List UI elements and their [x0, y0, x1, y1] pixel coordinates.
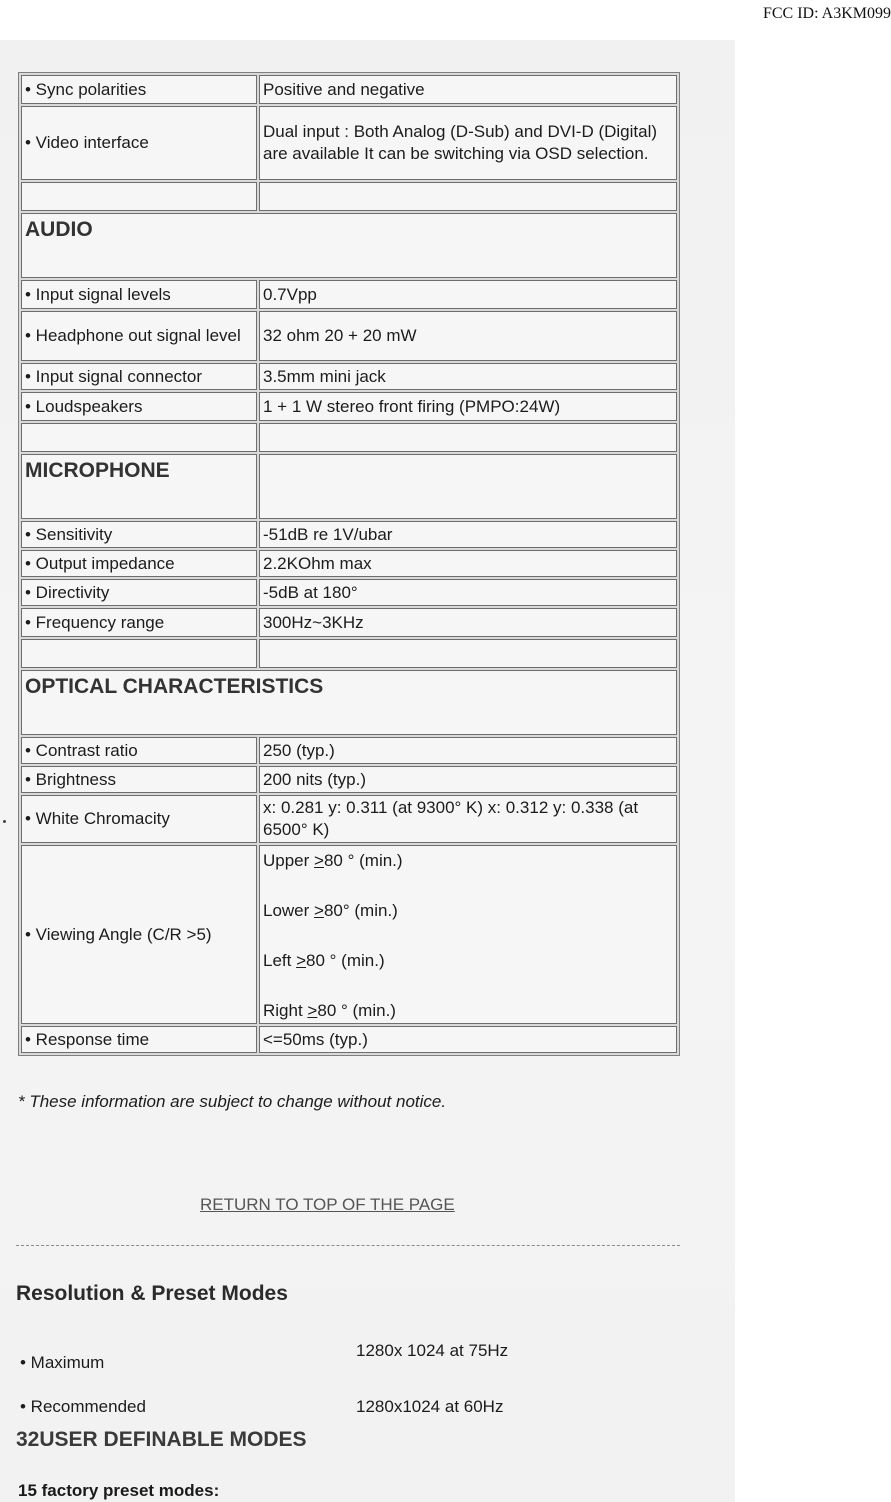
- spec-value: x: 0.281 y: 0.311 (at 9300° K) x: 0.312 y: 0.338 (at 6500° K): [259, 795, 677, 843]
- spec-value: 2.2KOhm max: [259, 550, 677, 577]
- spec-value: 300Hz~3KHz: [259, 608, 677, 637]
- spec-label: • Video interface: [21, 106, 257, 180]
- table-row: [21, 311, 677, 361]
- section-title-microphone: MICROPHONE: [25, 459, 170, 482]
- va-value: 80 ° (min.): [317, 1001, 396, 1020]
- table-row: [21, 280, 677, 309]
- spec-value: 250 (typ.): [259, 737, 677, 764]
- spec-value: 200 nits (typ.): [259, 766, 677, 793]
- spec-value: Positive and negative: [259, 75, 677, 104]
- va-prefix: Left: [263, 951, 297, 970]
- table-row: [21, 766, 677, 793]
- section-divider: [16, 1245, 680, 1246]
- resolution-heading: Resolution & Preset Modes: [16, 1282, 288, 1305]
- va-value: 80° (min.): [323, 901, 398, 920]
- recommended-value: 1280x1024 at 60Hz: [356, 1397, 504, 1416]
- spec-value-viewing-angle: [259, 845, 677, 1024]
- return-to-top-link[interactable]: RETURN TO TOP OF THE PAGE: [200, 1195, 455, 1214]
- va-symbol: >: [296, 951, 307, 970]
- maximum-label: • Maximum: [20, 1353, 105, 1372]
- spec-label: • Response time: [21, 1026, 257, 1053]
- va-symbol: >: [314, 901, 324, 920]
- spec-label: • Brightness: [21, 766, 257, 793]
- spec-value: 1 + 1 W stereo front firing (PMPO:24W): [259, 392, 677, 421]
- table-row: [21, 550, 677, 577]
- spacer-row: [21, 182, 677, 211]
- spec-label: • Contrast ratio: [21, 737, 257, 764]
- spec-label: • Sensitivity: [21, 521, 257, 548]
- spec-value: <=50ms (typ.): [259, 1026, 677, 1053]
- va-prefix: Lower: [263, 901, 315, 920]
- section-row-optical: [21, 670, 677, 735]
- spec-value: Dual input : Both Analog (D-Sub) and DVI-D (Digital) are available It can be switching via OSD selection.: [259, 106, 677, 180]
- scan-speck: [3, 820, 6, 823]
- table-row: [21, 1026, 677, 1053]
- spec-label: • Sync polarities: [21, 75, 257, 104]
- table-row: [21, 521, 677, 548]
- spec-label: • Input signal connector: [21, 363, 257, 390]
- spec-label: • Headphone out signal level: [21, 311, 257, 361]
- viewing-angle-right: [263, 998, 673, 1023]
- spec-label: • Input signal levels: [21, 280, 257, 309]
- table-row: [21, 392, 677, 421]
- viewing-angle-left: [263, 948, 673, 973]
- viewing-angle-lower: [263, 898, 673, 923]
- table-row: [21, 795, 677, 843]
- table-row-viewing-angle: [21, 845, 677, 1024]
- spec-label: • Directivity: [21, 579, 257, 606]
- spec-value: 32 ohm 20 + 20 mW: [259, 311, 677, 361]
- spec-value: 0.7Vpp: [259, 280, 677, 309]
- va-value: 80 ° (min.): [306, 951, 385, 970]
- section-row-microphone: [21, 454, 677, 519]
- user-definable-modes-heading: 32USER DEFINABLE MODES: [16, 1428, 307, 1451]
- specifications-table: [18, 72, 680, 1056]
- va-prefix: Right: [263, 1001, 308, 1020]
- spec-value: 3.5mm mini jack: [259, 363, 677, 390]
- disclaimer-note: * These information are subject to change without notice.: [18, 1092, 447, 1111]
- fcc-id: FCC ID: A3KM099: [762, 5, 891, 22]
- table-row: [21, 106, 677, 180]
- spec-value: -51dB re 1V/ubar: [259, 521, 677, 548]
- spacer-row: [21, 423, 677, 452]
- table-row: [21, 608, 677, 637]
- va-value: 80 ° (min.): [323, 851, 403, 870]
- spec-value: -5dB at 180°: [259, 579, 677, 606]
- table-row: [21, 363, 677, 390]
- spec-label: • Viewing Angle (C/R >5): [21, 845, 257, 1024]
- spec-label: • Loudspeakers: [21, 392, 257, 421]
- spec-label: • White Chromacity: [21, 795, 257, 843]
- va-symbol: >: [314, 851, 324, 870]
- recommended-label: • Recommended: [20, 1397, 146, 1416]
- table-row: [21, 737, 677, 764]
- factory-preset-modes-heading: 15 factory preset modes:: [18, 1481, 220, 1500]
- table-row: [21, 579, 677, 606]
- viewing-angle-upper: [263, 848, 673, 873]
- section-title-audio: AUDIO: [25, 218, 93, 241]
- table-row: [21, 75, 677, 104]
- spec-label: • Output impedance: [21, 550, 257, 577]
- va-prefix: Upper: [263, 851, 315, 870]
- maximum-value: 1280x 1024 at 75Hz: [356, 1341, 509, 1360]
- spec-label: • Frequency range: [21, 608, 257, 637]
- section-row-audio: [21, 213, 677, 278]
- section-title-optical: OPTICAL CHARACTERISTICS: [25, 675, 324, 698]
- va-symbol: >: [307, 1001, 318, 1020]
- spacer-row: [21, 639, 677, 668]
